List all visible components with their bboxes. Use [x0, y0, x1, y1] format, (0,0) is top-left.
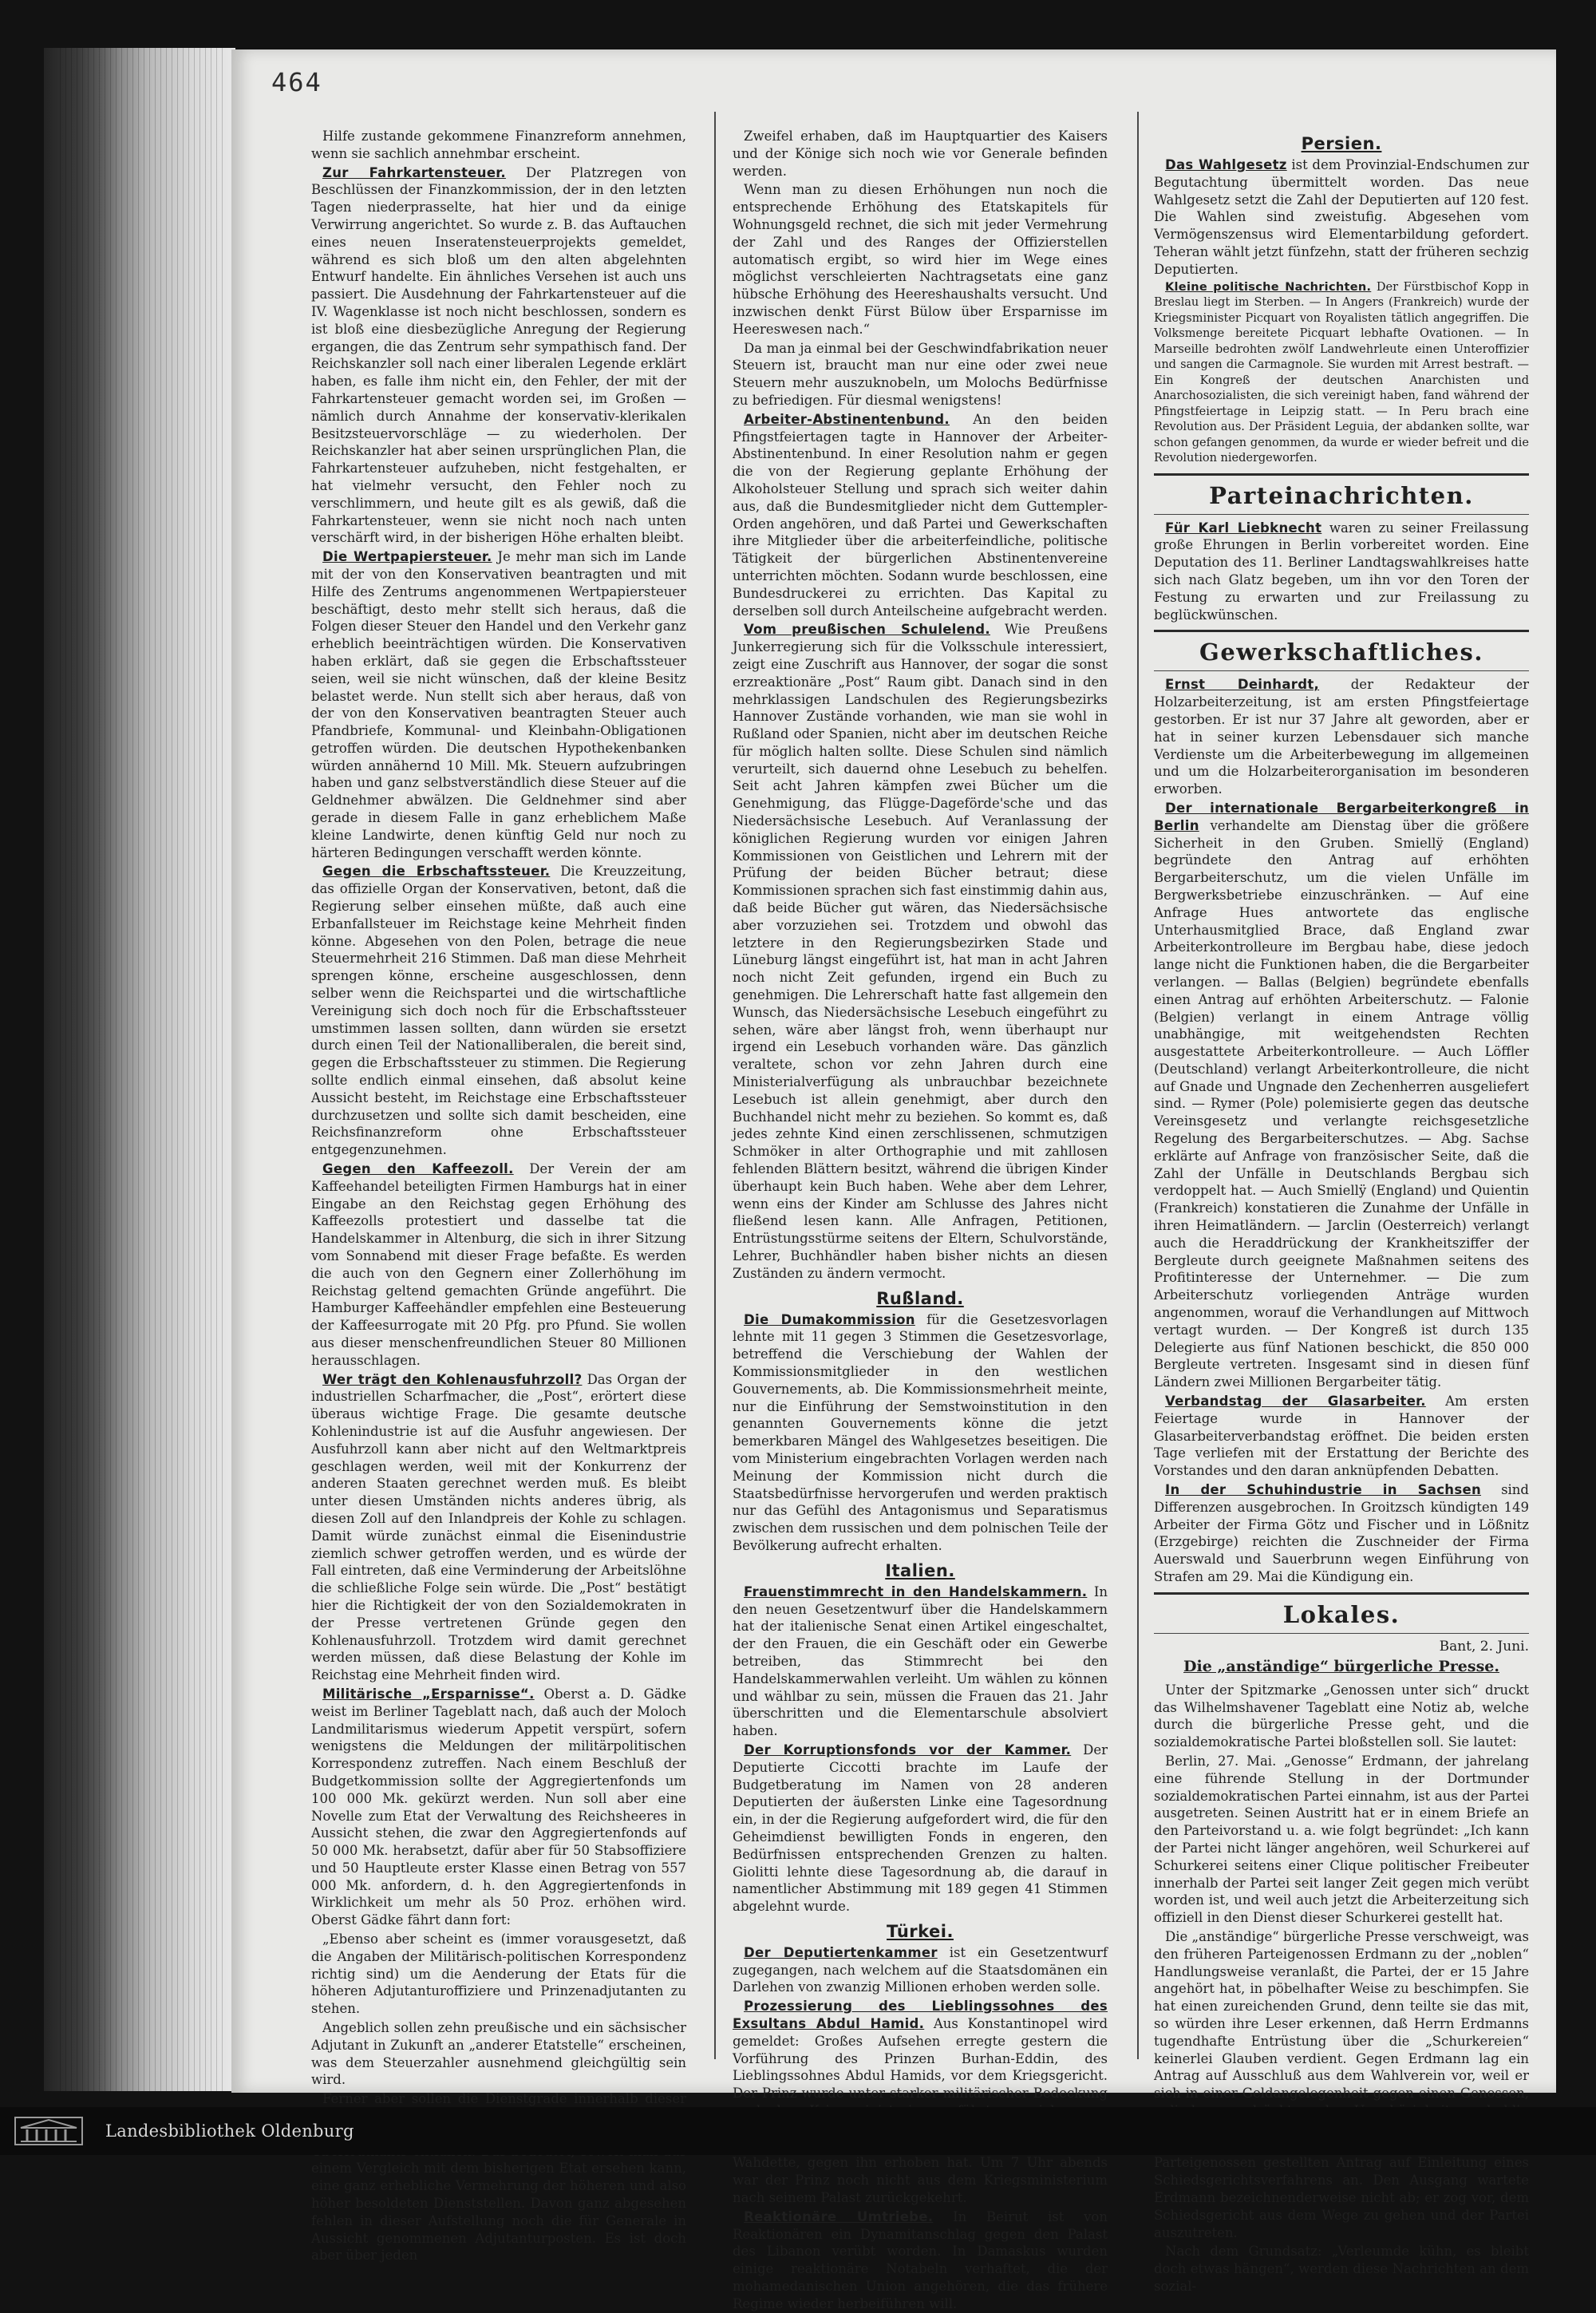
- article-text: ist ein Gesetzentwurf zugegangen, nach welchem auf die Staatsdomänen ein Darlehen von zwanzig Millionen erhoben werden solle.: [733, 1944, 1108, 1995]
- article-heading: Reaktionäre Umtriebe.: [744, 2208, 934, 2224]
- article-paragraph: [1154, 520, 1529, 624]
- article-text: Der Fürstbischof Kopp in Breslau liegt im Sterben. — In Angers (Frankreich) wurde der Kriegsminister Picquart von Royalisten tätlich angegriffen. Die Volksmenge bereitete Picquart lebhafte Ovationen. — In Marseille bedrohten zwölf Landwehrleute einen Unteroffizier und sangen die Carmagnole. Sie wurden mit Arrest bestraft. — Ein Kongreß der deutschen Anarchisten und Anarchosozialisten, die sich vereinigt haben, fand während der Pfingstfeiertage in Leipzig statt. — In Peru brach eine Revolution aus. Der Präsident Leguia, der abdanken sollte, war schon gefangen genommen, da wurde er wieder befreit und die Revolution niedergeworfen.: [1154, 280, 1529, 465]
- article-heading: Militärische „Ersparnisse“.: [322, 1686, 535, 1702]
- column-2: [733, 128, 1108, 2311]
- article-paragraph: [1154, 280, 1529, 467]
- title-rule: [1154, 630, 1529, 632]
- section-heading: Rußland.: [876, 1288, 964, 1308]
- article-heading: Prozessierung des Lieblingssohnes des Exsultans Abdul Hamid.: [733, 1999, 1108, 2032]
- article-paragraph: [311, 1686, 686, 1929]
- article-paragraph: [733, 1584, 1108, 1740]
- article-heading: Verbandstag der Glasarbeiter.: [1165, 1394, 1426, 1410]
- article-heading: In der Schuhindustrie in Sachsen: [1165, 1482, 1482, 1498]
- article-text: „Ebenso aber scheint es (immer vorausgesetzt, daß die Angaben der Militärisch-politischen Korrespondenz richtig sind) um die Aenderung der Etats für die höheren Adjutanturoffiziere und Prinzenadjutanten zu stehen.: [311, 1931, 686, 2017]
- article-heading: Kleine politische Nachrichten.: [1165, 280, 1372, 294]
- article-paragraph: [733, 621, 1108, 1282]
- article-text: Nach dem Grundsatz: „Verleumde kühn, es bleibt doch etwas hängen“, werden diese Nachrichten an dem sozial-: [1154, 2244, 1529, 2294]
- article-text: verhandelte am Dienstag über die größere Sicherheit in den Gruben. Smiellÿ (England) begründete den Antrag auf erhöhten Bergarbeiterschutz, um die vielen Unfälle im Bergwerksbetriebe einzuschränken. — Auf eine Anfrage Hues antwortete das englische Unterhausmitglied Brace, daß England zwar Arbeiterkontrolleure im Bergbau habe, diese jedoch lange nicht die Funktionen haben, die die Bergarbeiter verlangen. — Ballas (Belgien) begründete ebenfalls einen Antrag auf erhöhten Arbeiterschutz. — Falonie (Belgien) verlangt in einem Antrage völlig unabhängige, mit weitgehendsten Rechten ausgestattete Arbeiterkontrolleure. — Auch Löffler (Deutschland) verlangt Arbeiterkontrolleure, die nicht auf Gnade und Ungnade den Zechenherren ausgeliefert sind. — Rymer (Pole) polemisierte gegen das deutsche Vereinsgesetz und verlangte reichsgesetzliche Regelung des Bergarbeiterschutzes. — Abg. Sachse erklärte auf Anfrage von französischer Seite, daß die Zahl der Unfälle in Deutschlands Bergbau sich verdoppelt hat. — Auch Smiellÿ (England) und Quientin (Frankreich) konstatieren die Zunahme der Unfälle in ihren Heimatländern. — Jarclin (Oesterreich) verlangt auch die Heraddrückung der Krankheitsziffer der Bergleute durch geeignete Maßnahmen seitens des Profitinteresse der Unternehmer. — Die zum Arbeiterschutz vorliegenden Anträge wurden angenommen, worauf die Verhandlungen auf Mittwoch vertagt wurden. — Der Kongreß ist durch 135 Delegierte aus fünf Nationen beschickt, die 850 000 Bergleute vertreten. Insgesamt sind in diesen fünf Ländern zwei Millionen Bergarbeiter tätig.: [1154, 817, 1529, 1390]
- article-text: Da man ja einmal bei der Geschwindfabrikation neuer Steuern ist, braucht man nur eine oder zwei neue Steuern mehr auszuknobeln, um Molochs Bedürfnisse zu befriedigen. Für diesmal wenigstens!: [733, 340, 1108, 408]
- article-heading: Wer trägt den Kohlenausfuhrzoll?: [322, 1371, 583, 1387]
- article-heading: Arbeiter-Abstinentenbund.: [744, 411, 950, 427]
- title-rule: [1154, 670, 1529, 671]
- article-text: Am ersten Feiertage wurde in Hannover der Glasarbeiterverbandstag eröffnet. Die beiden ersten Tage verliefen mit der Erstattung der Berichte des Vorstandes und den daran anknüpfenden Debatten.: [1154, 1394, 1529, 1479]
- article-paragraph: [311, 2019, 686, 2089]
- article-subheading: Die „anständige“ bürgerliche Presse.: [1183, 1657, 1499, 1675]
- article-heading: Für Karl Liebknecht: [1165, 520, 1322, 536]
- article-heading: Der Deputiertenkammer: [744, 1944, 938, 1960]
- column-rule-2: [1137, 112, 1139, 2059]
- article-paragraph: [733, 1944, 1108, 1996]
- article-paragraph: [1154, 1481, 1529, 1586]
- article-text: Die Kreuzzeitung, das offizielle Organ der Konservativen, betont, daß die Regierung selber einsehen müßte, daß auch eine Erbanfallsteuer im Reichstage keine Mehrheit finden könne. Abgesehen von den Polen, betrage die neue Steuermehrheit 216 Stimmen. Daß man diese Mehrheit sprengen könne, erscheine ausgeschlossen, denn selber wenn die Reichspartei und die wirtschaftliche Vereinigung sich doch noch für die Erbschaftssteuer umstimmen lassen sollten, dann würden sie ersetzt durch einen Teil der Nationalliberalen, die bereit sind, gegen die Erbschaftssteuer zu stimmen. Die Regierung sollte endlich einmal einsehen, daß absolut keine Aussicht besteht, im Reichstage eine Erbschaftssteuer durchzusetzen und sollte sich damit bescheiden, eine Reichsfinanzreform ohne Erbschaftssteuer entgegenzunehmen.: [311, 864, 686, 1158]
- article-text: Der Platzregen von Beschlüssen der Finanzkommission, der in den letzten Tagen niederprasselte, hat hier und da einige Verwirrung angerichtet. So wurde z. B. das Auftauchen eines neuen Inseratensteuerprojekts gemeldet, während es sich bloß um den alten abgelehnten Entwurf handelte. Ein ähnliches Versehen ist auch uns passiert. Die Ausdehnung der Fahrkartensteuer auf die IV. Wagenklasse ist noch nicht beschlossen, sondern es ist bloß eine diesbezügliche Anregung der Regierung ergangen, die das Zentrum sehr sympathisch fand. Der Reichskanzler soll nach einer liberalen Legende erklärt haben, es falle ihm nicht ein, den Fehler, der mit der Fahrkartensteuer gemacht worden sei, im Großen — nämlich durch Annahme der konservativ-klerikalen Besitzsteuervorschläge — zu wiederholen. Der Reichskanzler hat aber seinen ursprünglichen Plan, die Fahrkartensteuer aufzuheben, nicht festgehalten, er hat vielmehr versucht, den Fehler noch zu verschlimmern, und heute gilt es als gewiß, daß die Fahrkartensteuer, wenn sie nicht noch nach unten verschärft wird, in der bisherigen Höhe erhalten bleibt.: [311, 164, 686, 546]
- article-paragraph: [733, 2208, 1108, 2313]
- article-heading: Der Korruptionsfonds vor der Kammer.: [744, 1742, 1072, 1757]
- article-text: In Beirut ist von Reaktionären ein Dynamitanschlag gegen den Palast des Libanon verübt worden. In Damaskus wurden einige reaktionäre Notabeln verhaftet, die der mohamedanischen Union angehören, die das frühere Regime wieder herbeiführen will.: [733, 2208, 1108, 2311]
- article-text: Der Verein der am Kaffeehandel beteiligten Firmen Hamburgs hat in einer Eingabe an den Reichstag gegen Erhöhung des Kaffeezolls protestiert und dasselbe tat die Handelskammer in Altenburg, die sich in ihrer Sitzung vom Sonnabend mit dieser Frage befaßte. Es werden die auch von den Gegnern einer Zollerhöhung im Reichstag geltend gemachten Gründe angeführt. Die Hamburger Kaffeehändler empfehlen eine Besteuerung der Kaffeesurrogate mit 20 Pfg. pro Pfund. Sie wollen aus dieser menschenfreundlichen Steuer 80 Millionen herausschlagen.: [311, 1161, 686, 1368]
- article-heading: Gegen die Erbschaftssteuer.: [322, 864, 551, 880]
- article-heading: Frauenstimmrecht in den Handelskammern.: [744, 1584, 1088, 1599]
- article-text: der Redakteur der Holzarbeiterzeitung, ist am ersten Pfingstfeiertage gestorben. Er ist nur 37 Jahre alt geworden, aber er hat in seiner kurzen Lebensdauer sich manche Verdienste um die Arbeiterbewegung im allgemeinen und um die Holzarbeiterorganisation im besonderen erworben.: [1154, 677, 1529, 797]
- article-text: Die „anständige“ bürgerliche Presse verschweigt, was den früheren Parteigenossen Erdmann zu der „noblen“ Handlungsweise veranlaßt, die Partei, der er 15 Jahre angehört hat, in pöbelhafter Weise zu beschimpfen. Sie hat einen zureichenden Grund, denn teilte sie das mit, so würden ihre Leser erkennen, daß Herrn Erdmanns tugendhafte Entrüstung über die „Schurkereien“ keinerlei Glauben verdient. Gegen Erdmann lag ein Antrag auf Ausschluß aus dem Wahlverein vor, weil er sich in einer Geldangelegenheit gegen einen Genossen, Parteigenossen gestellten Antrag auf Einleitung eines Schiedsgerichtsverfahrens an. Den Ausgang wartete Erdmann bezeichnenderweise nicht ab; er zog vor, dem Schiedsgericht aus dem Wege zu gehen und der Partei auszutreten.: [1154, 1928, 1529, 2240]
- department-title: Parteinachrichten.: [1209, 481, 1474, 509]
- article-paragraph: [311, 1371, 686, 1684]
- title-rule: [1154, 1633, 1529, 1634]
- article-paragraph: [311, 863, 686, 1159]
- article-paragraph: [1154, 2243, 1529, 2295]
- section-heading: Italien.: [885, 1560, 955, 1580]
- book-page-edge-lines: [60, 48, 227, 2091]
- article-paragraph: [311, 548, 686, 861]
- library-name: Landesbibliothek Oldenburg: [105, 2121, 354, 2141]
- title-rule: [1154, 473, 1529, 476]
- article-paragraph: [733, 1998, 1108, 2207]
- article-heading: Die Dumakommission: [744, 1311, 915, 1327]
- article-text: sind Differenzen ausgebrochen. In Groitzsch kündigten 149 Arbeiter der Firma Götz und Fischer und in Lößnitz (Erzgebirge) reichten die Zuschneider der Firma Auerswald und Sauerbrunn wegen Einführung von Strafen am 29. Mai die Kündigung ein.: [1154, 1482, 1529, 1584]
- article-text: An den beiden Pfingstfeiertagen tagte in Hannover der Arbeiter-Abstinentenbund. In einer Resolution nahm er gegen die von der Regierung geplante Erhöhung der Alkoholsteuer Stellung und sprach sich weiter dahin aus, daß die Bundesmitglieder nicht dem Guttempler-Orden angehören, und daß Partei und Gewerkschaften ihre Mitglieder über die arbeiterfeindliche, politische Tätigkeit der bürgerlichen Abstinentenvereine unterrichten möchten. Sodann wurde beschlossen, eine Bundesdruckerei zu errichten. Das Kapital zu derselben soll durch Anteilscheine aufgebracht werden.: [733, 411, 1108, 619]
- page-number: 464: [271, 67, 322, 97]
- dateline: Bant, 2. Juni.: [1439, 1638, 1529, 1655]
- article-text: Wenn man zu diesen Erhöhungen nun noch die entsprechende Erhöhung des Etatskapitels für Wohnungsgeld rechnet, die sich mit jeder Vermehrung der Zahl und des Ranges der Offizierstellen automatisch ergibt, so wird hier im Wege eines möglichst verschleierten Nachtragsetats eine ganz hübsche Erhöhung des Heereshaushalts versucht. Und inzwischen denkt Fürst Bülow über Ersparnisse im Heereswesen nach.“: [733, 182, 1108, 337]
- article-heading: Der internationale Bergarbeiterkongreß in Berlin: [1154, 800, 1529, 833]
- article-paragraph: [733, 128, 1108, 180]
- article-text: Hilfe zustande gekommene Finanzreform annehmen, wenn sie sachlich annehmbar erscheint.: [311, 128, 686, 161]
- article-text: Berlin, 27. Mai. „Genosse“ Erdmann, der jahrelang eine führende Stellung in der Dortmunder sozialdemokratischen Partei einnahm, ist aus der Partei ausgetreten. Seinen Austritt hat er in einem Briefe an den Parteivorstand u. a. wie folgt begründet: „Ich kann der Partei nicht länger angehören, weil Schurkerei auf Schurkerei seitens einer Clique politischer Freibeuter innerhalb der Partei seit langer Zeit gegen mich verübt worden ist, und weil auch jetzt die Arbeiterzeitung sich offiziell in den Dienst dieser Schurkerei gestellt hat.: [1154, 1753, 1529, 1926]
- article-text: Ferner aber sollen die Dienstgrade innerhalb dieser einem Vergleich mit dem bisherigen Etat ersehen kann, eine ganz erhebliche Vermehrung der höheren und also höher besoldeten Dienststellen. Davon ganz abgesehen fehlen in dieser Aufstellung noch die für Generale in Aussicht genommenen Adjutanturposten. Es ist doch aber über jeden: [311, 2091, 686, 2264]
- column-3: [1154, 128, 1530, 2294]
- article-text: für die Gesetzesvorlagen lehnte mit 11 gegen 3 Stimmen die Gesetzesvorlage, betreffend die Verschiebung der Wahlen der Kommissionsmitglieder in den westlichen Gouvernements, ab. Die Kommissionsmehrheit meinte, nur die Einführung der Semstwoinstitution in den genannten Gouvernements könne die jetzt bemerkbaren Mängel des Wahlgesetzes beseitigen. Die vom Ministerium eingebrachten Vorlagen werden nach Meinung der Kommission nicht durch die Staatsbedürfnisse hervorgerufen und werden praktisch nur das Gefühl des Antagonismus und Separatismus zwischen dem russischen und dem polnischen Teile der Bevölkerung aufrecht erhalten.: [733, 1311, 1108, 1553]
- title-rule: [1154, 1592, 1529, 1595]
- article-heading: Gegen den Kaffeezoll.: [322, 1161, 514, 1177]
- article-paragraph: [1154, 1753, 1529, 1927]
- article-text: Wie Preußens Junkerregierung sich für die Volksschule interessiert, zeigt eine Zuschrift aus Hannover, der sogar die sonst erzreaktionäre „Post“ Raum gibt. Danach sind in den mehrklassigen Landschulen des Regierungsbezirks Hannover Zustände vorhanden, wie man sie wohl in Rußland oder Spanien, nicht aber im deutschen Reiche für möglich halten sollte. Diese Schulen sind nämlich verurteilt, sich dauernd ohne Lesebuch zu behelfen. Seit acht Jahren kämpfen zwei Bücher um die Genehmigung, das Flügge-Dageförde'sche und das Niedersächsische Lesebuch. Auf Veranlassung der königlichen Regierung wurden vor einigen Jahren Kommissionen von Geistlichen und Lehrern mit der Prüfung der beiden Bücher betraut; diese Kommissionen sprachen sich fast einstimmig dahin aus, daß beide Bücher gut wären, das Niedersächsische aber vorzuziehen sei. Trotzdem und obwohl das letztere in den Regierungsbezirken Stade und Lüneburg längst eingeführt ist, hat man in acht Jahren noch nicht Zeit gefunden, irgend ein Buch zu genehmigen. Die Lehrerschaft hatte fast allgemein den Wunsch, das Niedersächsische Lesebuch eingeführt zu sehen, wäre aber längst froh, wenn überhaupt nur irgend ein Lesebuch vorhanden wäre. Das gänzlich veraltete, schon vor zehn Jahren durch eine Ministerialverfügung als unbrauchbar bezeichnete Lesebuch ist allein genehmigt, aber durch den Buchhandel nicht mehr zu beziehen. So kommt es, daß jedes zehnte Kind einen zerschlissenen, schmutzigen Schmöker in alter Orthographie und mit zahllosen fehlenden Blättern besitzt, während die übrigen Kinder überhaupt kein Buch haben. Wehe aber dem Lehrer, wenn eins der Kinder am Schlusse des Jahres nicht fließend lesen kann. Alle Anfragen, Petitionen, Entrüstungsstürme seitens der Eltern, Schulvorstände, Lehrer, Buchhändler haben bisher nichts an diesen Zuständen zu ändern vermocht.: [733, 622, 1108, 1281]
- article-paragraph: [311, 128, 686, 163]
- article-text: Angeblich sollen zehn preußische und ein sächsischer Adjutant in Zukunft an „anderer Etatstelle“ erscheinen, was dem Steuerzahler ausnehmend gleichgültig sein wird.: [311, 2020, 686, 2088]
- article-paragraph: [733, 1742, 1108, 1916]
- article-heading: Die Wertpapiersteuer.: [322, 549, 492, 565]
- article-text: Unter der Spitzmarke „Genossen unter sich“ druckt das Wilhelmshavener Tageblatt eine Notiz ab, welche durch die bürgerliche Presse geht, und die sozialdemokratische Partei bloßstellen soll. Sie lautet:: [1154, 1682, 1529, 1750]
- article-paragraph: [1154, 156, 1529, 279]
- article-paragraph: [311, 164, 686, 548]
- column-rule-1: [714, 112, 716, 2059]
- article-text: waren zu seiner Freilassung große Ehrungen in Berlin vorbereitet worden. Eine Deputation des 11. Berliner Landtagswahlkreises hatte sich nach Glatz begeben, um ihn vor den Toren der Festung zu erwarten und zur Freilassung zu beglückwünschen.: [1154, 520, 1529, 623]
- article-text: Aus Konstantinopel wird gemeldet: Großes Aufsehen erregte gestern die Vorführung des Prinzen Burhan-Eddin, des Lieblingssohnes Abdul Hamids, vor dem Kriegsgericht. Der Prinz wurde unter starker militärischer Bedeckung Wahdette, gegen ihn erhoben hat. Um 7 Uhr abends war der Prinz noch nicht aus dem Kriegsministerium nach seinem Palast zurückgekehrt.: [733, 2016, 1108, 2206]
- article-paragraph: [733, 411, 1108, 620]
- department-title: Gewerkschaftliches.: [1199, 639, 1483, 666]
- article-text: Das Organ der industriellen Scharfmacher, die „Post“, erörtert diese überaus wichtige Frage. Die gesamte deutsche Kohlenindustrie ist auf die Ausfuhr angewiesen. Der Ausfuhrzoll kann aber nicht auf den Weltmarktpreis geschlagen werden, weil mit der Konkurrenz der anderen Staaten gerechnet werden muß. Es bleibt unter diesen Umständen nichts anderes übrig, als diesen Zoll auf den Inlandpreis der Kohle zu schlagen. Damit würde zunächst einmal die Eisenindustrie ziemlich schwer getroffen werden, und es würde der Fall eintreten, daß eine Verminderung der Arbeitslöhne die schließliche Folge sein würde. Die „Post“ bestätigt hier die Richtigkeit der von den Sozialdemokraten in der Presse vertretenen Gründe gegen den Kohlenausfuhrzoll. Trotzdem wird damit gerechnet werden müssen, daß diese Belastung der Kohle im Reichstag eine Mehrheit finden wird.: [311, 1371, 686, 1683]
- title-rule: [1154, 514, 1529, 515]
- column-1: [311, 128, 687, 2264]
- article-paragraph: [1154, 676, 1529, 798]
- article-text: Je mehr man sich im Lande mit der von den Konservativen beantragten und mit Hilfe des Zentrums angenommenen Wertpapiersteuer beschäftigt, desto mehr stellt sich heraus, daß die Folgen dieser Steuer den Handel und den Verkehr ganz erheblich beeinträchtigen würden. Die Konservativen haben erklärt, daß sie gegen die Erbschaftssteuer seien, weil sie nicht wünschen, daß der kleine Besitz belastet werde. Nun stellt sich aber heraus, daß von der von den Konservativen beantragten Steuer auch Pfandbriefe, Kommunal- und Kleinbahn-Obligationen getroffen würden. Die deutschen Hypothekenbanken würden annähernd 10 Mill. Mk. Steuern aufzubringen haben und ganz selbstverständlich diese Steuer auf die Geldnehmer abwälzen. Die Geldnehmer sind aber gerade in diesem Falle in ganz erheblichem Maße kleine Landwirte, denen künftig Geld nur noch zu härteren Bedingungen verschafft werden könnte.: [311, 549, 687, 860]
- article-heading: Ernst Deinhardt,: [1165, 677, 1320, 693]
- article-text: Oberst a. D. Gädke weist im Berliner Tageblatt nach, daß auch der Moloch Landmilitarismus wiederum Appetit verspürt, sofern wenigstens die Meldungen der militärpolitischen Korrespondenz zutreffen. Nach einem Beschluß der Budgetkommission sollte der Aggregiertenfonds um 100 000 Mk. gekürzt werden. Nun soll aber eine Novelle zum Etat der Verwaltung des Reichsheeres in Aussicht stehen, die zwar den Aggregiertenfonds auf 50 000 Mk. herabsetzt, dafür aber für 50 Stabsoffiziere und 50 Hauptleute erster Klasse einen Betrag von 557 000 Mk. anfordern, d. h. den Aggregiertenfonds in Wirklichkeit um mehr als 50 Proz. erhöhen wird. Oberst Gädke fährt dann fort:: [311, 1686, 687, 1928]
- article-paragraph: [733, 1311, 1108, 1555]
- library-building-logo-icon: [14, 2117, 83, 2145]
- article-paragraph: [1154, 800, 1529, 1391]
- article-text: ist dem Provinzial-Endschumen zur Begutachtung übermittelt worden. Das neue Wahlgesetz setzt die Zahl der Deputierten auf 120 fest. Die Wahlen sind zweistufig. Abgesehen vom Vermögenszensus wird Elementarbildung gefordert. Teheran wählt jetzt fünfzehn, statt der früheren sechzig Deputierten.: [1154, 157, 1530, 277]
- article-heading: Zur Fahrkartensteuer.: [322, 164, 506, 180]
- article-text: Der Deputierte Ciccotti brachte im Laufe der Budgetberatung im Namen von 28 anderen Deputierten der äußersten Linke eine Tagesordnung ein, in der die Regierung aufgefordert wird, die für den Geheimdienst bewilligten Fonds in engeren, den Bedürfnissen entsprechenden Grenzen zu halten. Giolitti lehnte diese Tagesordnung ab, die darauf in namentlicher Abstimmung mit 189 gegen 41 Stimmen abgelehnt wurde.: [733, 1742, 1108, 1915]
- article-paragraph: [311, 1160, 686, 1370]
- section-heading: Türkei.: [887, 1921, 954, 1941]
- article-paragraph: [1154, 1682, 1529, 1751]
- article-paragraph: [311, 1931, 686, 2018]
- article-heading: Das Wahlgesetz: [1165, 157, 1287, 172]
- article-paragraph: [733, 181, 1108, 338]
- department-title: Lokales.: [1282, 1600, 1400, 1628]
- article-paragraph: [733, 340, 1108, 409]
- article-text: Zweifel erhaben, daß im Hauptquartier des Kaisers und der Könige sich noch wie vor Generale befinden werden.: [733, 128, 1108, 179]
- article-paragraph: [1154, 1393, 1529, 1480]
- article-text: In den neuen Gesetzentwurf über die Handelskammern hat der italienische Senat einen Artikel eingeschaltet, der den Frauen, die ein Geschäft oder ein Gewerbe betreiben, das Stimmrecht bei den Handelskammerwahlen verleiht. Um wählen zu können und wählbar zu sein, müssen die Frauen das 21. Jahr überschritten und die Elementarschule absolviert haben.: [733, 1584, 1108, 1739]
- article-paragraph: [1154, 1928, 1529, 2241]
- section-heading: Persien.: [1301, 134, 1382, 153]
- article-heading: Vom preußischen Schulelend.: [744, 622, 990, 638]
